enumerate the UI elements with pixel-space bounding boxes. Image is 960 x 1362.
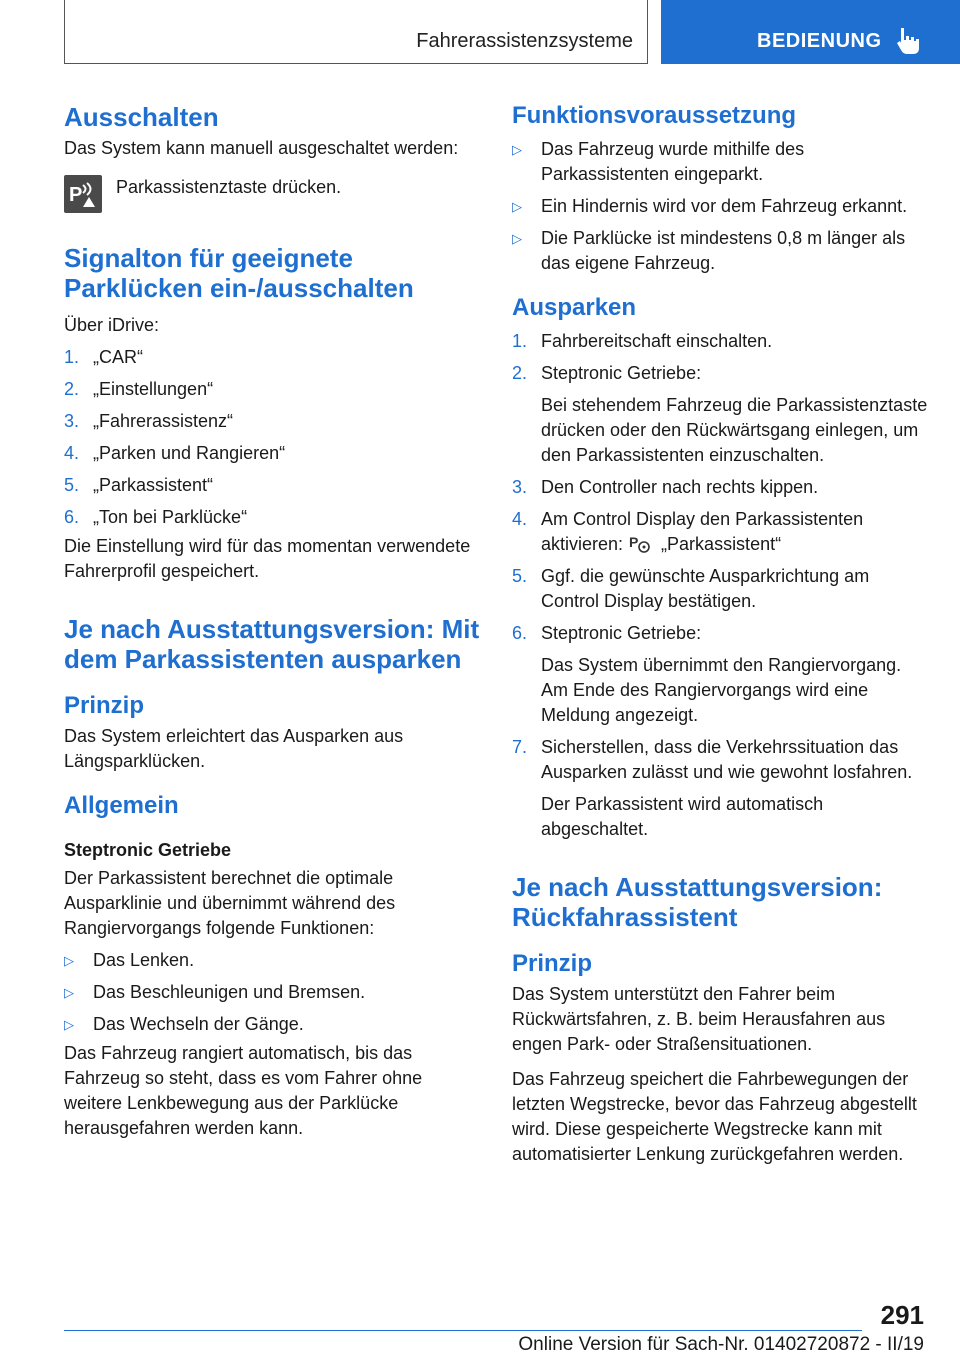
list-item: 7. Sicherstellen, dass die Verkehrssituation das Ausparken zulässt und wie gewohnt losfahren. Der Parkassistent wird automatisch abgeschaltet. <box>512 737 913 839</box>
page-number: 291 <box>880 1300 924 1330</box>
list-item: ▷ Die Parklücke ist mindestens 0,8 m länger als das eigene Fahrzeug. <box>512 226 930 276</box>
list-item: 1. „CAR“ <box>64 347 143 367</box>
header-section-title: Fahrerassistenzsysteme <box>416 30 633 52</box>
list-item: 6. Steptronic Getriebe: Das System übernimmt den Rangiervorgang. Am Ende des Rangiervorgangs wird eine Meldung angezeigt. <box>512 623 902 725</box>
heading-funktionsvoraussetzung: Funktionsvoraussetzung <box>512 102 797 129</box>
heading-steptronic: Steptronic Getriebe <box>64 840 232 860</box>
icon-instruction <box>64 175 482 213</box>
heading-allgemein: Allgemein <box>64 792 179 819</box>
heading-ausschalten: Ausschalten <box>64 102 219 132</box>
svg-text:P: P <box>69 184 83 206</box>
list-item: 5. „Parkassistent“ <box>64 475 214 495</box>
text-steptronic: Der Parkassistent berechnet die optimale Ausparklinie und übernimmt während des Rangiervorgangs folgende Funktionen: <box>64 868 396 938</box>
park-assist-button-icon <box>64 175 102 213</box>
triangle-bullet-icon: ▷ <box>512 199 522 214</box>
list-item: 1. Fahrbereitschaft einschalten. <box>512 331 773 351</box>
list-item: 3. „Fahrerassistenz“ <box>64 411 234 431</box>
heading-ausparken: Ausparken <box>512 294 637 321</box>
function-bullets <box>64 948 482 1037</box>
list-item: ▷ Das Fahrzeug wurde mithilfe des Parkassistenten eingeparkt. <box>512 137 930 187</box>
text-prinzip-rueck: Das System unterstützt den Fahrer beim Rückwärtsfahren, z. B. beim Herausfahren aus engen Park- oder Straßensituationen. <box>512 984 886 1054</box>
text-ausschalten: Das System kann manuell ausgeschaltet werden: <box>64 138 459 158</box>
header-chapter-title: BEDIENUNG <box>757 30 882 52</box>
triangle-bullet-icon: ▷ <box>512 231 522 246</box>
requirement-bullets <box>512 137 930 276</box>
heading-prinzip-rueck: Prinzip <box>512 950 593 977</box>
list-item: 4. Am Control Display den Parkassistenten aktivieren: P „Parkassistent“ <box>512 509 864 554</box>
heading-signalton: Signalton für geeignete Parklücken ein-/ausschalten <box>64 243 414 303</box>
list-item: 4. „Parken und Rangieren“ <box>64 443 286 463</box>
park-assistant-menu-icon <box>629 533 651 553</box>
list-item: ▷ Das Lenken. <box>64 948 482 973</box>
heading-prinzip: Prinzip <box>64 692 145 719</box>
text-einstellung: Die Einstellung wird für das momentan verwendete Fahrerprofil gespeichert. <box>64 536 471 581</box>
pointing-hand-icon <box>895 26 923 56</box>
heading-ausparken-assist: Je nach Ausstattungsversion: Mit dem Parkassistenten ausparken <box>64 614 480 674</box>
text-prinzip: Das System erleichtert das Ausparken aus Längsparklücken. <box>64 726 404 771</box>
right-column <box>512 102 930 1167</box>
list-item: ▷ Das Beschleunigen und Bremsen. <box>64 980 482 1005</box>
header-chapter-box <box>661 0 960 64</box>
list-item: 2. „Einstellungen“ <box>64 379 214 399</box>
triangle-bullet-icon: ▷ <box>64 985 74 1000</box>
text-speichert: Das Fahrzeug speichert die Fahrbewegungen der letzten Wegstrecke, bevor das Fahrzeug abgestellt wird. Diese gespeicherte Wegstrecke kann mit automatisierter Lenkung zurückgefahren werden. <box>512 1069 917 1164</box>
footer-divider <box>64 1330 862 1331</box>
triangle-bullet-icon: ▷ <box>64 1017 74 1032</box>
list-item: ▷ Ein Hindernis wird vor dem Fahrzeug erkannt. <box>512 194 930 219</box>
ausparken-steps <box>512 329 930 842</box>
left-column <box>64 102 482 1141</box>
idrive-steps <box>64 345 482 530</box>
list-item: 5. Ggf. die gewünschte Ausparkrichtung am Control Display bestätigen. <box>512 566 870 611</box>
list-item: ▷ Das Wechseln der Gänge. <box>64 1012 482 1037</box>
text-rangiert: Das Fahrzeug rangiert automatisch, bis das Fahrzeug so steht, dass es vom Fahrer ohne weitere Lenkbewegung aus der Parklücke herausgefahren werden kann. <box>64 1043 423 1138</box>
text-idrive: Über iDrive: <box>64 315 160 335</box>
header-section-box <box>64 0 648 64</box>
icon-instruction-text: Parkassistenztaste drücken. <box>116 177 342 197</box>
triangle-bullet-icon: ▷ <box>512 142 522 157</box>
list-item: 2. Steptronic Getriebe: Bei stehendem Fahrzeug die Parkassistenztaste drücken oder den Rückwärtsgang einlegen, um den Parkassistenten einzuschalten. <box>512 363 928 465</box>
footer-text: Online Version für Sach-Nr. 01402720872 - II/19 <box>518 1334 924 1355</box>
heading-rueckfahrassistent: Je nach Ausstattungsversion: Rückfahrassistent <box>512 872 883 932</box>
list-item: 6. „Ton bei Parklücke“ <box>64 507 248 527</box>
list-item: 3. Den Controller nach rechts kippen. <box>512 477 819 497</box>
triangle-bullet-icon: ▷ <box>64 953 74 968</box>
svg-text:P: P <box>629 534 639 550</box>
